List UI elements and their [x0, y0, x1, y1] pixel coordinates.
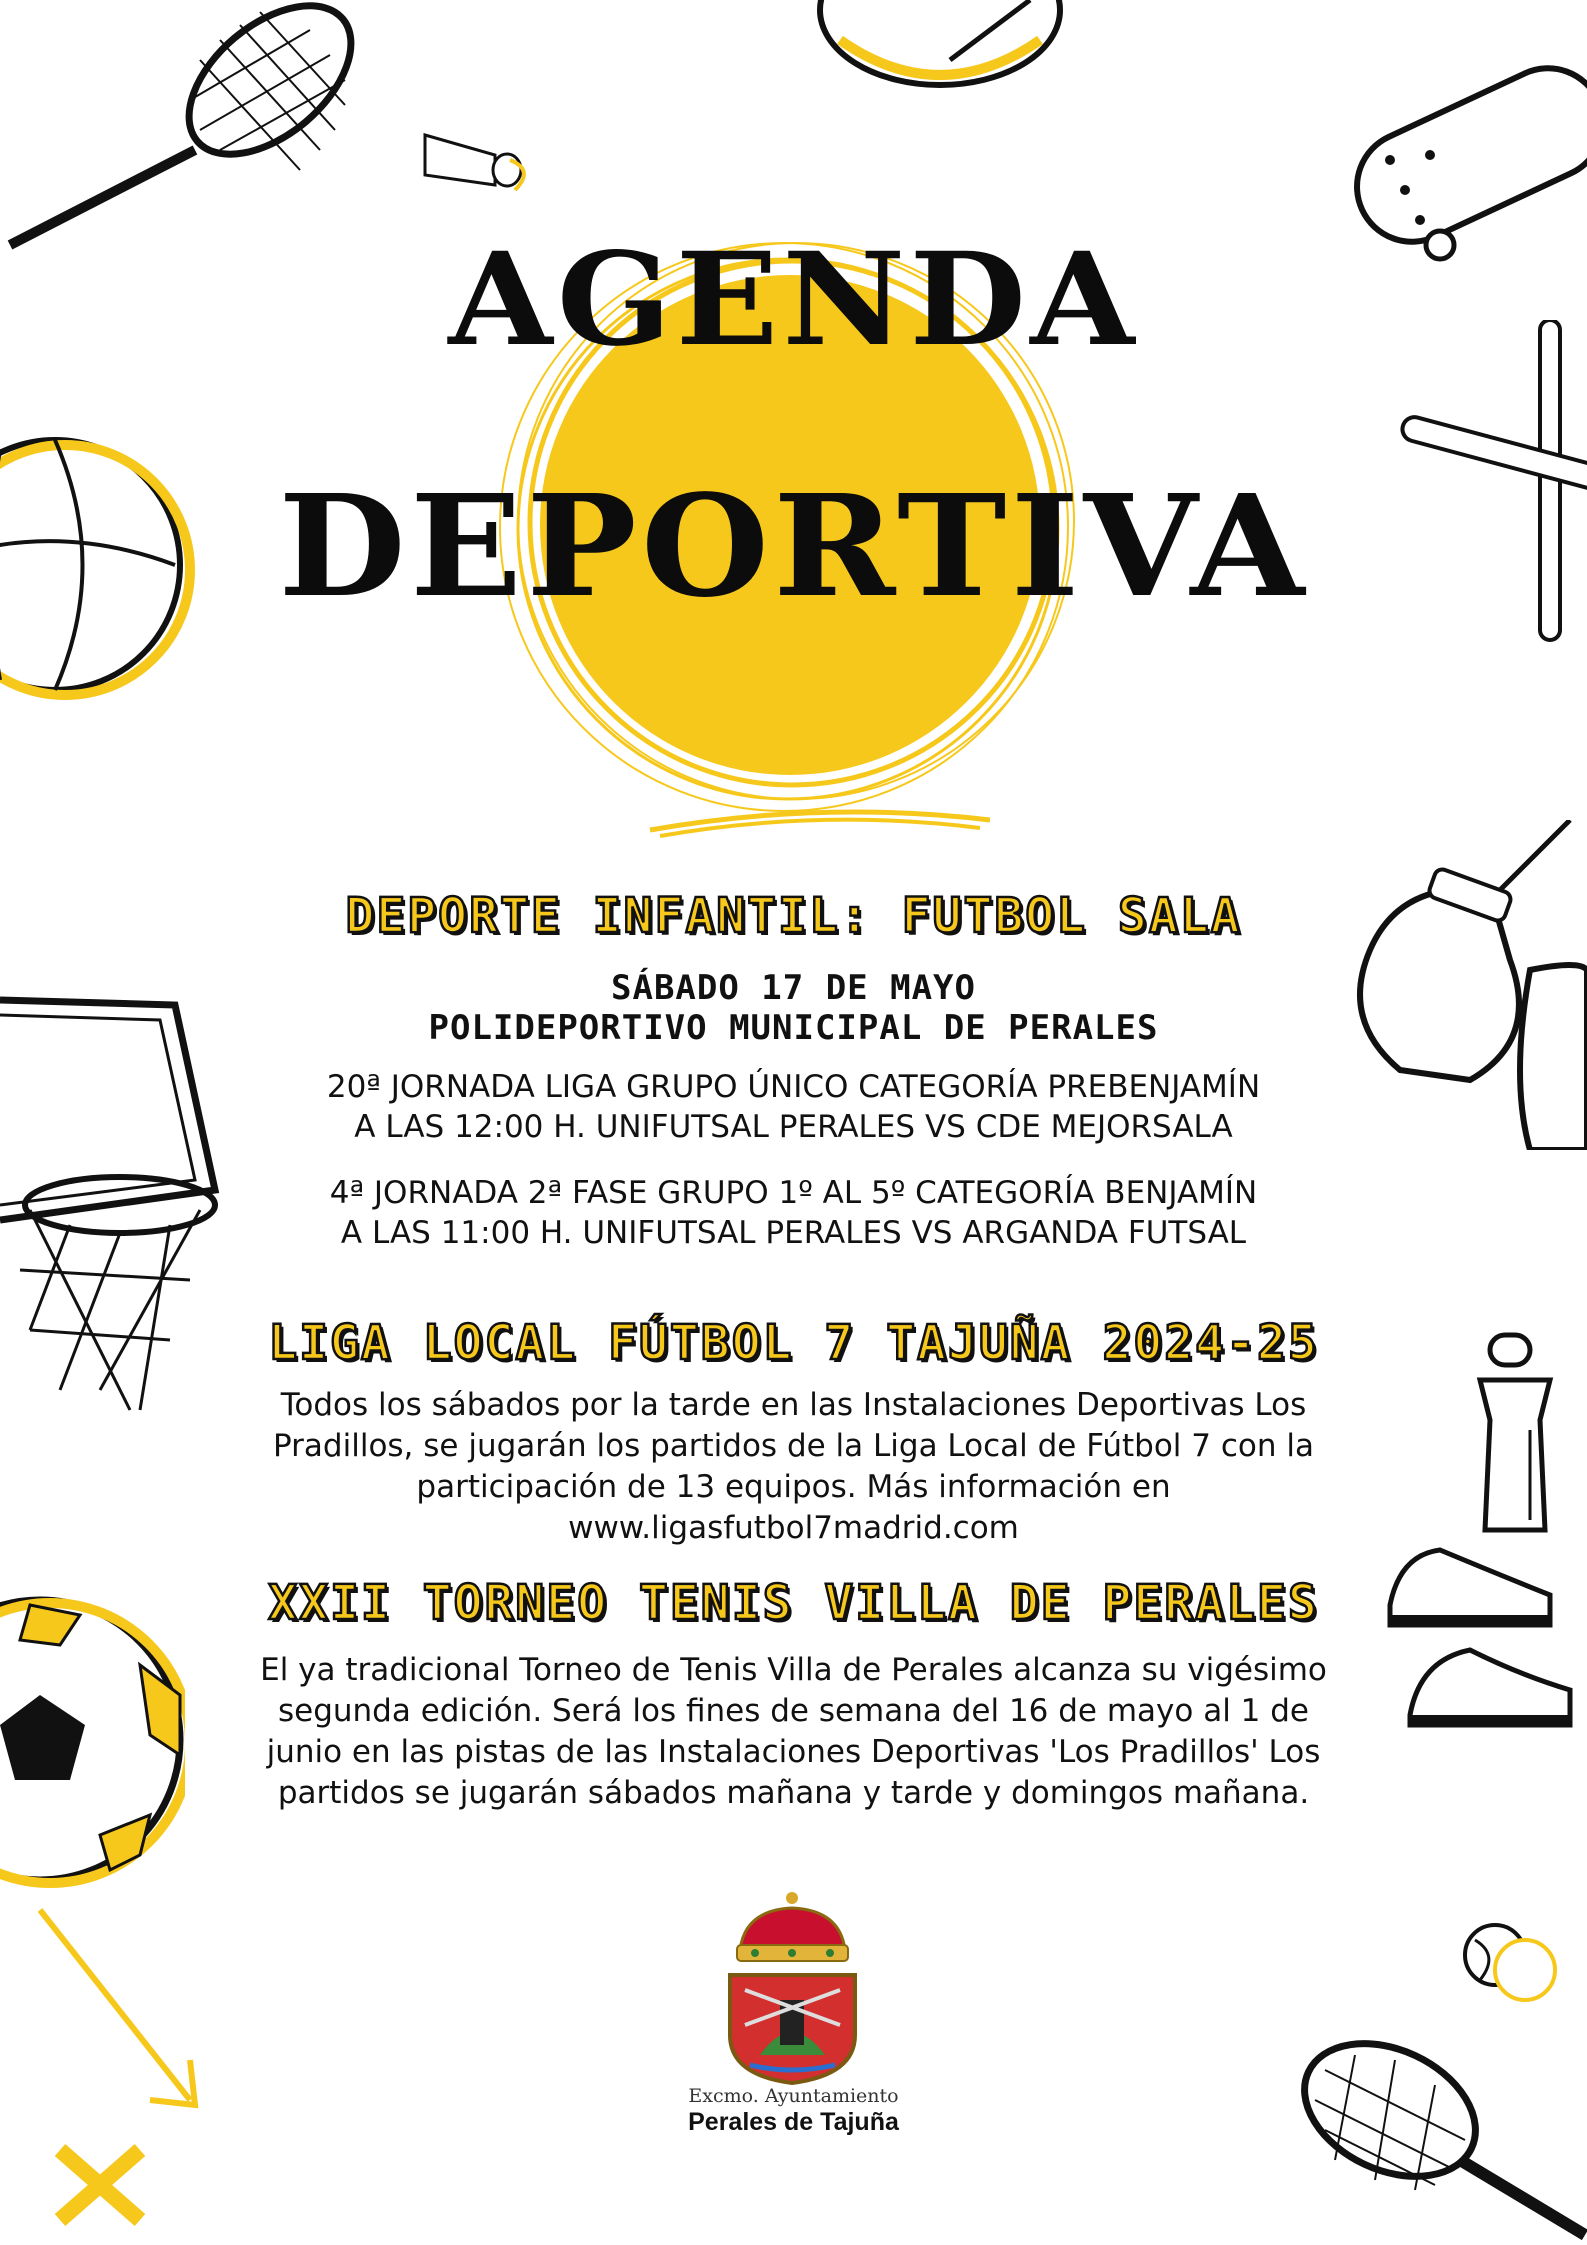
event-date: SÁBADO 17 DE MAYO [611, 968, 976, 1008]
section-heading-futbol-7: LIGA LOCAL FÚTBOL 7 TAJUÑA 2024-25 [268, 1315, 1319, 1371]
coat-of-arms-icon [715, 1890, 870, 2085]
match-2-title: 4ª JORNADA 2ª FASE GRUPO 1º AL 5º CATEGORÍA BENJAMÍN [329, 1175, 1258, 1211]
section-heading-tenis: XXII TORNEO TENIS VILLA DE PERALES [268, 1575, 1319, 1631]
page-title-line2: DEPORTIVA [278, 465, 1309, 629]
yellow-swoosh [640, 800, 1000, 840]
match-1-title: 20ª JORNADA LIGA GRUPO ÚNICO CATEGORÍA PREBENJAMÍN [326, 1069, 1261, 1105]
org-line-2: Perales de Tajuña [688, 2108, 899, 2136]
sneakers-icon [1380, 1535, 1580, 1745]
match-2-detail: A LAS 11:00 H. UNIFUTSAL PERALES VS ARGANDA FUTSAL [340, 1215, 1247, 1251]
section-heading-futbol-sala: DEPORTE INFANTIL: FUTBOL SALA [345, 888, 1242, 944]
shuttlecock-icon [415, 115, 535, 205]
tennis-racket-icon [1295, 2030, 1587, 2245]
futbol-7-description: Todos los sábados por la tarde en las Instalaciones Deportivas Los Pradillos, se jugarán los partidos de la Liga Local de Fútbol 7 con la participación de 13 equipos. Más información en www.ligasfutbol7madrid.com [273, 1387, 1314, 1546]
event-venue: POLIDEPORTIVO MUNICIPAL DE PERALES [428, 1008, 1159, 1048]
rugby-ball-icon [800, 0, 1070, 100]
soccer-ball-icon [0, 1585, 185, 1895]
basketball-hoop-icon [0, 990, 230, 1440]
badminton-racket-icon [0, 0, 400, 260]
tennis-balls-icon [1455, 1910, 1565, 2020]
page-title-line1: AGENDA [448, 225, 1139, 375]
play-arrow-icon [20, 1900, 210, 2230]
org-line-1: Excmo. Ayuntamiento [688, 2085, 899, 2107]
tenis-description: El ya tradicional Torneo de Tenis Villa de Perales alcanza su vigésimo segunda edición. Será los fines de semana del 16 de mayo al 1 de junio en las pistas de las Instalaciones Deportivas 'Los Pradillos' Los partidos se jugarán sábados mañana y tarde y domingos mañana. [260, 1652, 1327, 1811]
match-1-detail: A LAS 12:00 H. UNIFUTSAL PERALES VS CDE MEJORSALA [354, 1109, 1233, 1145]
